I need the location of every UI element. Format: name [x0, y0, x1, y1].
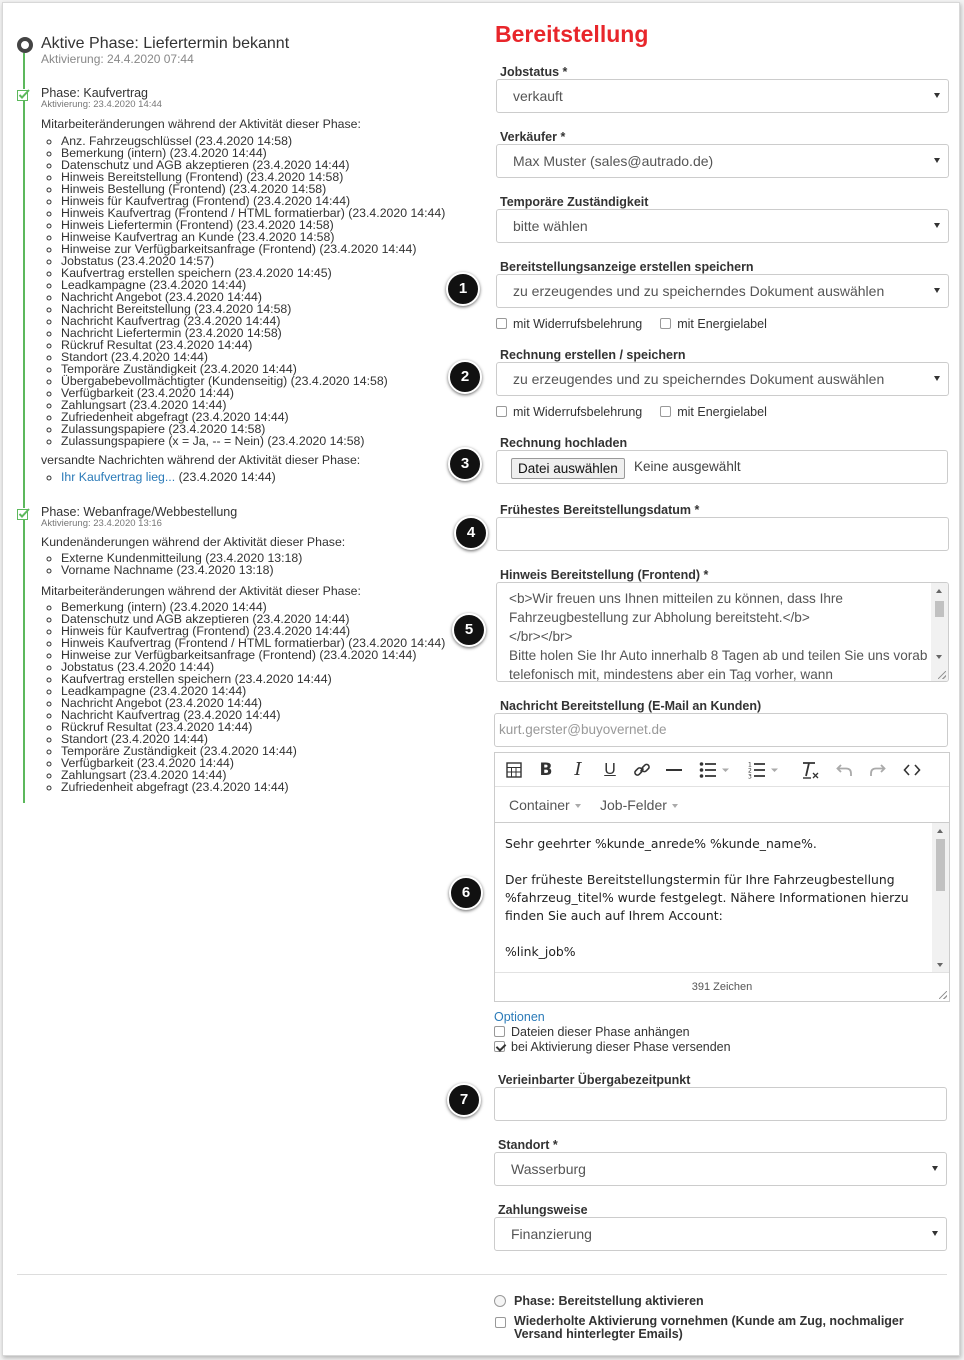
energie-checkbox[interactable]	[660, 318, 671, 329]
attach-files-label: Dateien dieser Phase anhängen	[511, 1025, 690, 1039]
choose-file-button[interactable]: Datei auswählen	[511, 458, 625, 479]
callout-badge-3: 3	[448, 447, 482, 481]
list-item: ◦ Rückruf Resultat (23.4.2020 14:44)	[61, 339, 445, 351]
zahlungsweise-select[interactable]	[494, 1217, 947, 1251]
chevron-down-icon	[934, 158, 940, 163]
customer-changes-label: Kundenänderungen während der Aktivität dieser Phase:	[41, 535, 346, 549]
phase-date: Aktivierung: 23.4.2020 13:16	[41, 518, 162, 529]
active-phase-date: Aktivierung: 24.4.2020 07:44	[41, 52, 194, 66]
callout-badge-4: 4	[454, 516, 488, 550]
list-item: ◦ Kaufvertrag erstellen speichern (23.4.2020 14:44)	[61, 673, 445, 685]
list-item: ◦ Rückruf Resultat (23.4.2020 14:44)	[61, 721, 445, 733]
widerruf-label: mit Widerrufsbelehrung	[513, 317, 643, 331]
hinweis-scrollbar[interactable]	[931, 583, 948, 681]
callout-badge-7: 7	[447, 1083, 481, 1117]
zahlungsweise-label: Zahlungsweise	[498, 1203, 588, 1217]
list-item: ◦ Übergabebevollmächtigter (Kundenseitig) (23.4.2020 14:58)	[61, 375, 445, 387]
scroll-up-icon[interactable]	[936, 589, 942, 593]
resize-handle-icon[interactable]	[939, 991, 947, 999]
underline-icon[interactable]: U	[604, 761, 616, 778]
editor-body[interactable]	[495, 823, 949, 973]
chevron-down-icon	[934, 223, 940, 228]
list-item: ◦ Externe Kundenmitteilung (23.4.2020 13:18)	[61, 552, 302, 564]
rechnung-label: Rechnung erstellen / speichern	[500, 348, 686, 362]
callout-badge-6: 6	[449, 876, 483, 910]
horizontal-rule-icon[interactable]	[665, 759, 683, 781]
numbered-list-icon[interactable]	[748, 759, 780, 781]
list-item: ◦ Hinweis für Kaufvertrag (Frontend) (23.4.2020 14:44)	[61, 195, 445, 207]
list-item: ◦ Nachricht Kaufvertrag (23.4.2020 14:44)	[61, 709, 445, 721]
list-item	[61, 471, 276, 483]
list-item: ◦ Hinweise zur Verfügbarkeitsanfrage (Frontend) (23.4.2020 14:44)	[61, 243, 445, 255]
message-editor	[494, 752, 950, 1002]
list-item: ◦ Datenschutz und AGB akzeptieren (23.4.2020 14:44)	[61, 159, 445, 171]
form-title: Bereitstellung	[495, 21, 649, 47]
phase-title: Phase: Kaufvertrag	[41, 86, 149, 100]
active-phase-ring-icon	[17, 37, 33, 53]
rechnung-options	[496, 405, 767, 419]
energie-label: mit Energielabel	[677, 405, 767, 419]
staff-changes-label: Mitarbeiteränderungen während der Aktivität dieser Phase:	[41, 117, 361, 131]
jobstatus-value: verkauft	[513, 88, 563, 104]
callout-badge-1: 1	[446, 272, 480, 306]
list-item: ◦ Hinweise Kaufvertrag an Kunde (23.4.2020 14:58)	[61, 231, 445, 243]
list-item: ◦ Leadkampagne (23.4.2020 14:44)	[61, 279, 445, 291]
staff-changes-label: Mitarbeiteränderungen während der Aktivität dieser Phase:	[41, 584, 361, 598]
container-dropdown-label: Container	[509, 797, 570, 813]
file-status: Keine ausgewählt	[634, 459, 741, 474]
list-item: ◦ Zahlungsart (23.4.2020 14:44)	[61, 399, 445, 411]
list-item: ◦ Zulassungspapiere (x = Ja, -- = Nein) (23.4.2020 14:58)	[61, 435, 445, 447]
phase-date: Aktivierung: 23.4.2020 14:44	[41, 99, 162, 110]
list-item: ◦ Leadkampagne (23.4.2020 14:44)	[61, 685, 445, 697]
anzeige-label: Bereitstellungsanzeige erstellen speichern	[500, 260, 754, 274]
list-item: ◦ Anz. Fahrzeugschlüssel (23.4.2020 14:58)	[61, 135, 445, 147]
energie-checkbox[interactable]	[660, 406, 671, 417]
callout-badge-5: 5	[452, 613, 486, 647]
rechnung-value: zu erzeugendes und zu speicherndes Dokument auswählen	[513, 371, 885, 387]
container-dropdown[interactable]	[509, 797, 581, 813]
list-item: ◦ Nachricht Angebot (23.4.2020 14:44)	[61, 291, 445, 303]
zahlungsweise-value: Finanzierung	[511, 1226, 592, 1242]
list-item: ◦ Vorname Nachname (23.4.2020 13:18)	[61, 564, 302, 576]
list-item: ◦ Nachricht Bereitstellung (23.4.2020 14:58)	[61, 303, 445, 315]
list-item: ◦ Nachricht Liefertermin (23.4.2020 14:58)	[61, 327, 445, 339]
active-phase-title: Aktive Phase: Liefertermin bekannt	[41, 35, 290, 52]
widerruf-checkbox[interactable]	[496, 406, 507, 417]
list-item: ◦ Jobstatus (23.4.2020 14:57)	[61, 255, 445, 267]
editor-toolbar-secondary	[495, 787, 949, 823]
repeat-activation-option	[494, 1315, 946, 1341]
verkaeufer-value: Max Muster (sales@autrado.de)	[513, 153, 714, 169]
messages-list	[43, 471, 276, 483]
phase-title: Phase: Webanfrage/Webbestellung	[41, 505, 238, 519]
anzeige-value: zu erzeugendes und zu speicherndes Dokument auswählen	[513, 283, 885, 299]
zustaendigkeit-value: bitte wählen	[513, 218, 588, 234]
list-item: ◦ Zahlungsart (23.4.2020 14:44)	[61, 769, 445, 781]
anzeige-options	[496, 317, 767, 331]
list-item: ◦ Temporäre Zuständigkeit (23.4.2020 14:44)	[61, 363, 445, 375]
table-icon[interactable]	[505, 759, 523, 781]
list-item: ◦ Nachricht Angebot (23.4.2020 14:44)	[61, 697, 445, 709]
chevron-down-icon	[932, 1166, 938, 1171]
nachricht-label: Nachricht Bereitstellung (E-Mail an Kunden)	[500, 699, 762, 713]
jobstatus-select[interactable]	[496, 79, 949, 113]
list-item: ◦ Hinweise zur Verfügbarkeitsanfrage (Frontend) (23.4.2020 14:44)	[61, 649, 445, 661]
energie-label: mit Energielabel	[677, 317, 767, 331]
list-item: ◦ Nachricht Kaufvertrag (23.4.2020 14:44)	[61, 315, 445, 327]
activate-phase-option	[494, 1294, 704, 1308]
verkaeufer-label: Verkäufer *	[500, 130, 566, 144]
list-item: ◦ Hinweis Kaufvertrag (Frontend / HTML formatierbar) (23.4.2020 14:44)	[61, 207, 445, 219]
list-item: ◦ Bemerkung (intern) (23.4.2020 14:44)	[61, 601, 445, 613]
editor-toolbar	[495, 753, 949, 787]
scroll-up-icon[interactable]	[937, 829, 943, 833]
file-upload-field	[496, 450, 948, 484]
anzeige-select[interactable]	[496, 274, 949, 308]
jobfelder-dropdown-label: Job-Felder	[600, 797, 667, 813]
repeat-activation-label: Wiederholte Aktivierung vornehmen (Kunde am Zug, nochmaliger Versand hinterlegter Emails)	[514, 1314, 904, 1341]
bold-icon[interactable]: B	[539, 760, 553, 780]
chevron-down-icon	[934, 93, 940, 98]
scroll-down-icon[interactable]	[937, 963, 943, 967]
send-on-activation-label: bei Aktivierung dieser Phase versenden	[511, 1040, 731, 1054]
standort-select[interactable]	[494, 1152, 947, 1186]
widerruf-label: mit Widerrufsbelehrung	[513, 405, 643, 419]
list-item: ◦ Bemerkung (intern) (23.4.2020 14:44)	[61, 147, 445, 159]
divider	[17, 1274, 947, 1275]
repeat-activation-checkbox[interactable]	[495, 1317, 506, 1328]
uebergabe-input[interactable]	[494, 1087, 947, 1121]
chevron-down-icon	[934, 376, 940, 381]
list-item: ◦ Temporäre Zuständigkeit (23.4.2020 14:44)	[61, 745, 445, 757]
svg-text:2: 2	[748, 767, 752, 775]
clear-format-icon[interactable]	[800, 759, 820, 781]
list-item: ◦ Kaufvertrag erstellen speichern (23.4.2020 14:45)	[61, 267, 445, 279]
list-item: ◦ Hinweis Kaufvertrag (Frontend / HTML formatierbar) (23.4.2020 14:44)	[61, 637, 445, 649]
verkaeufer-select[interactable]	[496, 144, 949, 178]
list-item: ◦ Hinweis Liefertermin (Frontend) (23.4.2020 14:58)	[61, 219, 445, 231]
list-item: ◦ Zulassungspapiere (23.4.2020 14:58)	[61, 423, 445, 435]
list-item: ◦ Standort (23.4.2020 14:44)	[61, 351, 445, 363]
chevron-down-icon	[672, 804, 678, 808]
scroll-down-icon[interactable]	[936, 655, 942, 659]
standort-label: Standort *	[498, 1138, 558, 1152]
rechnung-select[interactable]	[496, 362, 949, 396]
timeline-line	[23, 53, 25, 803]
link-icon[interactable]	[632, 759, 652, 781]
message-date: (23.4.2020 14:44)	[178, 470, 276, 484]
message-link[interactable]: Ihr Kaufvertrag lieg...	[61, 470, 176, 484]
send-option	[494, 1040, 731, 1054]
undo-icon[interactable]	[836, 759, 854, 781]
jobfelder-dropdown[interactable]	[600, 797, 678, 813]
list-item: ◦ Verfügbarkeit (23.4.2020 14:44)	[61, 757, 445, 769]
editor-scrollbar[interactable]	[932, 823, 949, 973]
list-item: ◦ Zufriedenheit abgefragt (23.4.2020 14:44)	[61, 781, 445, 793]
hinweis-textarea[interactable]	[496, 582, 949, 682]
datum-label: Frühestes Bereitstellungsdatum *	[500, 503, 700, 517]
datum-input[interactable]	[496, 517, 949, 551]
italic-icon[interactable]: I	[574, 759, 582, 780]
zustaendigkeit-label: Temporäre Zuständigkeit	[500, 195, 649, 209]
activate-phase-radio[interactable]	[494, 1295, 506, 1307]
send-on-activation-checkbox[interactable]	[494, 1041, 505, 1052]
staff-changes-list	[43, 135, 445, 447]
source-code-icon[interactable]	[903, 759, 921, 781]
activate-phase-label: Phase: Bereitstellung aktivieren	[514, 1294, 704, 1308]
hinweis-label: Hinweis Bereitstellung (Frontend) *	[500, 568, 709, 582]
list-item: ◦ Zufriedenheit abgefragt (23.4.2020 14:44)	[61, 411, 445, 423]
chevron-down-icon	[575, 804, 581, 808]
attach-files-option	[494, 1025, 690, 1039]
list-item: ◦ Hinweis Bereitstellung (Frontend) (23.4.2020 14:58)	[61, 171, 445, 183]
list-item: ◦ Hinweis Bestellung (Frontend) (23.4.2020 14:58)	[61, 183, 445, 195]
uebergabe-label: Verieinbarter Übergabezeitpunkt	[498, 1073, 691, 1087]
widerruf-checkbox[interactable]	[496, 318, 507, 329]
chevron-down-icon	[932, 1231, 938, 1236]
customer-changes-list	[43, 552, 302, 576]
checkmark-icon	[17, 89, 30, 101]
messages-label: versandte Nachrichten während der Aktivität dieser Phase:	[41, 453, 361, 467]
chevron-down-icon	[934, 288, 940, 293]
options-link[interactable]: Optionen	[494, 1010, 545, 1024]
scroll-thumb[interactable]	[935, 601, 944, 617]
message-body: Sehr geehrter %kunde_anrede% %kunde_name%. Der früheste Bereitstellungstermin für Ihre Fahrzeugbestellung %fahrzeug_titel% wurde festgelegt. Nähere Informationen hierzu finden Sie auch auf Ihrem Account: %link_job%	[505, 836, 909, 959]
list-item: ◦ Datenschutz und AGB akzeptieren (23.4.2020 14:44)	[61, 613, 445, 625]
attach-files-checkbox[interactable]	[494, 1026, 505, 1037]
resize-handle-icon[interactable]	[938, 671, 946, 679]
callout-badge-2: 2	[448, 360, 482, 394]
list-item: ◦ Standort (23.4.2020 14:44)	[61, 733, 445, 745]
list-item: ◦ Jobstatus (23.4.2020 14:44)	[61, 661, 445, 673]
recipient-input[interactable]: kurt.gerster@buyovernet.de	[494, 713, 948, 747]
hinweis-text: <b>Wir freuen uns Ihnen mitteilen zu können, dass Ihre Fahrzeugbestellung zur Abholung bereitsteht.</b> </br></br> Bitte holen Sie Ihr Auto innerhalb 8 Tagen ab und teilen Sie uns vorab telefonisch mit, mindestens aber ein Tag vorher, wann	[509, 591, 928, 682]
redo-icon[interactable]	[868, 759, 886, 781]
page	[2, 2, 960, 1356]
upload-label: Rechnung hochladen	[500, 436, 628, 450]
list-item: ◦ Verfügbarkeit (23.4.2020 14:44)	[61, 387, 445, 399]
zustaendigkeit-select[interactable]	[496, 209, 949, 243]
checkmark-icon	[17, 508, 30, 520]
scroll-thumb[interactable]	[936, 839, 945, 891]
standort-value: Wasserburg	[511, 1161, 586, 1177]
svg-text:3: 3	[748, 773, 752, 779]
staff-changes-list	[43, 601, 445, 793]
list-item: ◦ Hinweis für Kaufvertrag (Frontend) (23.4.2020 14:44)	[61, 625, 445, 637]
jobstatus-label: Jobstatus *	[500, 65, 568, 79]
svg-text:1: 1	[748, 761, 752, 769]
bullet-list-icon[interactable]	[699, 759, 731, 781]
char-count: 391 Zeichen	[691, 981, 753, 993]
